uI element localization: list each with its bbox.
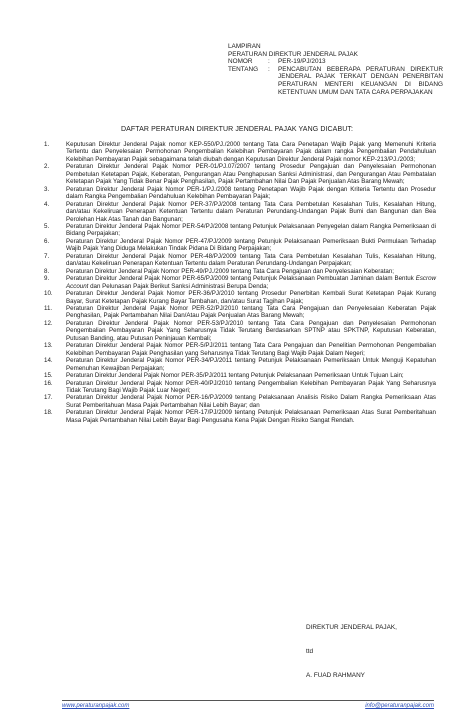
list-item-text: Peraturan Direktur Jenderal Pajak Nomor PER-49/PJ./2009 tentang Tata Cara Pengajuan dan Penyelesaian Keberatan;: [66, 267, 395, 275]
list-item-text-part: dan Pelunasan Pajak Berikut Sanksi Administrasi Berupa Denda;: [88, 282, 269, 290]
list-item: [44, 320, 436, 342]
list-item-text: Peraturan Direktur Jenderal Pajak Nomor PER-37/PJ/2008 tentang Tata Cara Pembetulan Kesalahan Tulis, Kesalahan Hitung, dan/atau Kekeliruan Penerapan Ketentuan Tertentu dalam Peraturan Perundang-Undangan Pajak Bumi dan Bangunan dan Bea Perolehan Hak Atas Tanah dan Bangunan;: [66, 200, 436, 223]
list-item-text: Peraturan Direktur Jenderal Pajak Nomor PER-40/PJ/2010 tentang Pengembalian Kelebihan Pembayaran Pajak Yang Seharusnya Tidak Terutang Bagi Wajib Pajak Luar Negeri;: [66, 379, 436, 394]
list-item-number: 10.: [44, 290, 53, 298]
list-item-text: Peraturan Direktur Jenderal Pajak Nomor PER-5/PJ/2011 tentang Tata Cara Pengajuan dan Penelitian Permohonan Pengembalian Kelebihan Pembayaran Pajak Penghasilan yang Seharusnya Tidak Terutang Bagi Wajib Pajak Dalam Negeri;: [66, 342, 436, 357]
footer-divider: [62, 700, 434, 701]
list-item-number: 8.: [44, 267, 50, 275]
list-item: [44, 305, 436, 320]
nomor-separator: :: [268, 58, 270, 66]
nomor-value: PER-19/PJ/2013: [278, 58, 326, 66]
list-item: [44, 275, 436, 290]
page-footer: [62, 700, 434, 709]
list-item: [44, 357, 436, 372]
list-item-number: 18.: [44, 409, 53, 417]
list-item-text: Peraturan Direktur Jenderal Pajak Nomor PER-35/PJ/2011 tentang Petunjuk Pelaksanaan Pemeriksaan Untuk Tujuan Lain;: [66, 372, 404, 380]
list-item-text: Peraturan Direktur Jenderal Pajak Nomor PER-53/PJ/2010 tentang Tata Cara Pengajuan dan Penyelesaian Permohonan Pengembalian Pembayaran Pajak Yang Seharusnya Tidak Terutang Berdasarkan SPTNP atau SPKTNP, Keputusan Keberatan, Putusan Banding, atau Putusan Peninjauan Kembali;: [66, 319, 436, 342]
list-item-text: Peraturan Direktur Jenderal Pajak Nomor PER-01/PJ.07/2007 tentang Prosedur Pengajuan dan Penyelesaian Permohonan Pembetulan Ketetapan Pajak, Keberatan, Pengurangan Atau Penghapusan Sanksi Administrasi, dan Pengurangan Atau Pembatalan Ketetapan Pajak Yang Tidak Benar Pajak Penghasilan, Pajak Pertambahan Nilai Dan Pajak Penjualan Atas Barang Mewah;: [66, 163, 436, 186]
list-item-text: Peraturan Direktur Jenderal Pajak Nomor PER-48/PJ/2009 tentang Tata Cara Pembetulan Kesalahan Tulis, Kesalahan Hitung, dan/atau Kekeliruan Penerapan Ketentuan Tertentu dalam Peraturan Perundang-Undangan Perpajakan;: [66, 252, 436, 268]
list-item-number: 3.: [44, 185, 50, 193]
list-item-text: Peraturan Direktur Jenderal Pajak Nomor PER-1/PJ./2008 tentang Penetapan Wajib Pajak dengan Kriteria Tertentu dan Prosedur dalam Rangka Pengembalian Pendahuluan Kelebihan Pembayaran Pajak;: [66, 185, 436, 201]
nomor-label: NOMOR: [228, 58, 253, 66]
list-item-text: Peraturan Direktur Jenderal Pajak Nomor PER-17/PJ/2009 tentang Petunjuk Pelaksanaan Pemeriksaan Atas Surat Pemberitahuan Masa Pajak Pertambahan Nilai Lebih Bayar Bagi Pengusaha Kena Pajak Dengan Risiko Sangat Rendah.: [66, 409, 436, 424]
list-item-number: 16.: [44, 379, 53, 387]
lampiran-heading: LAMPIRAN: [228, 43, 261, 50]
list-item-text-part: Peraturan Direktur Jenderal Pajak Nomor PER-65/PJ/2009 tentang Petunjuk Pelaksanaan Pembuatan Jaminan dalam Bentuk: [66, 275, 416, 283]
list-item-text: Peraturan Direktur Jenderal Pajak Nomor PER-52/PJ/2010 tentang Tata Cara Pengajuan dan Penyelesaian Keberatan Pajak Penghasilan, Pajak Pertambahan Nilai Dan/Atau Pajak Penjualan Atas Barang Mewah;: [66, 304, 436, 320]
list-item-number: 17.: [44, 394, 53, 402]
list-item: [44, 238, 436, 253]
list-item: [44, 342, 436, 357]
list-item-number: 11.: [44, 304, 53, 312]
list-item-number: 2.: [44, 163, 50, 171]
list-item-number: 12.: [44, 319, 53, 327]
list-item: [44, 186, 436, 201]
lampiran-regulation-title: PERATURAN DIREKTUR JENDERAL PAJAK: [228, 50, 358, 58]
tentang-separator: :: [268, 65, 270, 73]
list-item-number: 6.: [44, 237, 50, 245]
list-item: [44, 409, 436, 424]
list-item: [44, 372, 436, 379]
lampiran-nomor-row: [228, 58, 443, 66]
list-item-number: 9.: [44, 275, 50, 283]
list-item-number: 14.: [44, 357, 53, 365]
list-item-text: Peraturan Direktur Jenderal Pajak Nomor PER-36/PJ/2010 tentang Prosedur Penerbitan Kembali Surat Ketetapan Pajak Kurang Bayar, Surat Ketetapan Pajak Kurang Bayar Tambahan, dan/atau Surat Tagihan Pajak;: [66, 290, 436, 305]
list-item: [44, 201, 436, 223]
list-item-number: 4.: [44, 200, 50, 208]
lampiran-tentang-row: [228, 66, 443, 96]
list-item: [44, 380, 436, 395]
list-item: [44, 290, 436, 305]
list-item-text: Peraturan Direktur Jenderal Pajak Nomor PER-47/PJ/2009 tentang Petunjuk Pelaksanaan Pemeriksaan Bukti Permulaan Terhadap Wajib Pajak Yang Diduga Melakukan Tindak Pidana Di Bidang Perpajakan;: [66, 237, 436, 253]
signature-ttd: ttd: [306, 648, 314, 655]
list-item-text: Peraturan Direktur Jenderal Pajak Nomor PER-34/PJ/2011 tentang Petunjuk Pelaksanaan Pemeriksaan Untuk Menguji Kepatuhan Pemenuhan Kewajiban Perpajakan;: [66, 357, 436, 372]
list-item-number: 7.: [44, 252, 50, 260]
list-item-text: [66, 275, 436, 290]
tentang-label: TENTANG: [228, 65, 259, 73]
list-item-text: Peraturan Direktur Jenderal Pajak Nomor PER-54/PJ/2008 tentang Petunjuk Pelaksanaan Penyegelan dalam Rangka Pemeriksaan di Bidang Perpajakan;: [66, 222, 436, 238]
website-link[interactable]: www.peraturanpajak.com: [62, 703, 130, 709]
signature-block: [306, 624, 446, 680]
regulation-list: [44, 141, 436, 424]
signatory-title: DIREKTUR JENDERAL PAJAK,: [306, 624, 397, 631]
tentang-value: PENCABUTAN BEBERAPA PERATURAN DIREKTUR JENDERAL PAJAK TERKAIT DENGAN PENERBITAN PERATURAN MENTERI KEUANGAN DI BIDANG KETENTUAN UMUM DAN TATA CARA PERPAJAKAN: [278, 65, 443, 96]
list-item: [44, 394, 436, 409]
list-item-number: 1.: [44, 141, 50, 148]
list-item-emphasis: Escrow Account: [66, 275, 436, 290]
list-title: DAFTAR PERATURAN DIREKTUR JENDERAL PAJAK YANG DICABUT:: [120, 126, 354, 133]
list-item: [44, 141, 436, 163]
list-item: [44, 163, 436, 185]
list-item-number: 13.: [44, 342, 53, 350]
list-item-text: Keputusan Direktur Jenderal Pajak nomor KEP-550/PJ./2000 tentang Tata Cara Penetapan Wajib Pajak yang Memenuhi Kriteria Tertentu dan Penyelesaian Permohonan Pengembalian Kelebihan Pembayaran Pajak dalam rangka Pengembalian Pendahuluan Kelebihan Pembayaran Pajak sebagaimana telah diubah dengan Keputusan Direktur Jenderal Pajak nomor KEP-213/PJ./2003;: [66, 141, 436, 163]
list-item: [44, 253, 436, 268]
lampiran-header: [228, 43, 443, 96]
list-item-number: 5.: [44, 222, 50, 230]
list-item: [44, 223, 436, 238]
list-item: [44, 268, 436, 275]
signatory-name: A. FUAD RAHMANY: [306, 672, 365, 679]
list-item-number: 15.: [44, 372, 53, 380]
list-item-text: Peraturan Direktur Jenderal Pajak Nomor PER-16/PJ/2009 tentang Pelaksanaan Analisis Risiko Dalam Rangka Pemeriksaan Atas Surat Pemberitahuan Masa Pajak Pertambahan Nilai Lebih Bayar; dan: [66, 394, 436, 409]
email-link[interactable]: info@peraturanpajak.com: [365, 703, 434, 709]
